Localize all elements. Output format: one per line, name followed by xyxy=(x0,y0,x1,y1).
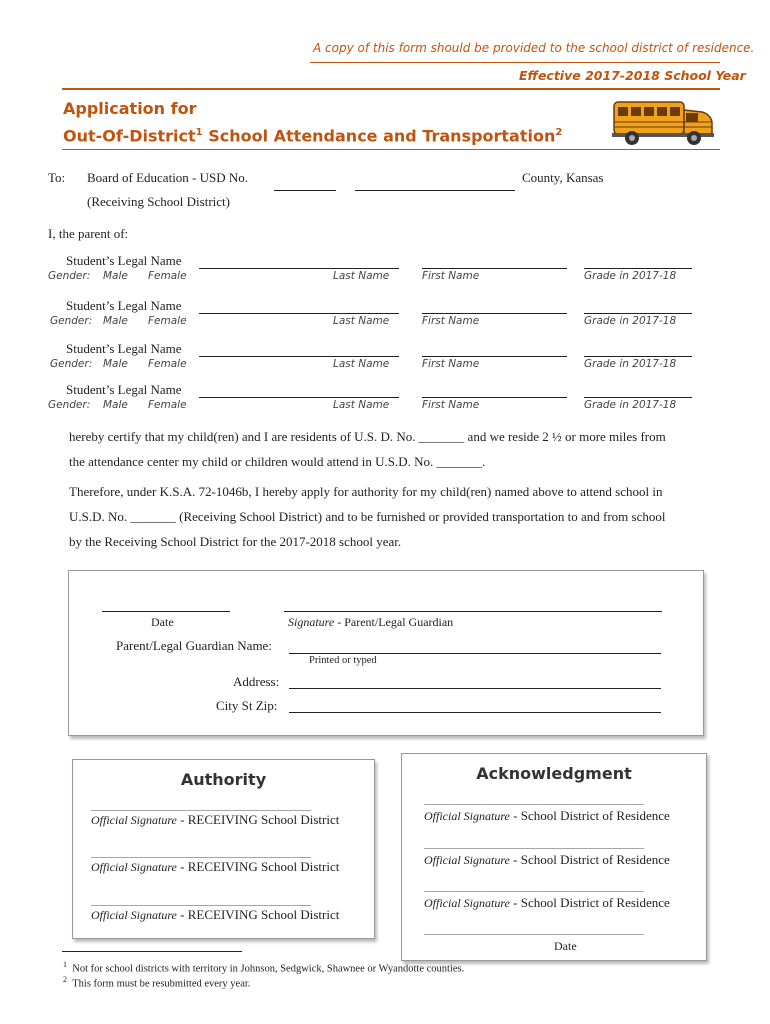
ack-signature-label: Official Signature - School District of Residence xyxy=(424,852,670,867)
ack-signature-label: Official Signature - School District of Residence xyxy=(424,895,670,910)
header-rule-bottom xyxy=(62,149,720,150)
school-bus-icon xyxy=(610,96,718,148)
authority-signature-label: Official Signature - RECEIVING School District xyxy=(91,907,340,922)
grade-label: Grade in 2017-18 xyxy=(584,358,677,370)
student-name-label: Student’s Legal Name xyxy=(66,382,182,397)
footnote-rule xyxy=(62,951,242,952)
last-name-field[interactable] xyxy=(199,397,399,398)
first-name-label: First Name xyxy=(422,270,480,282)
student-name-label: Student’s Legal Name xyxy=(66,298,182,313)
student-name-label: Student’s Legal Name xyxy=(66,253,182,268)
ack-date-blank[interactable]: ________________________________________ xyxy=(424,924,644,936)
ack-signature-blank[interactable]: ________________________________________ xyxy=(424,794,644,806)
grade-field[interactable] xyxy=(584,313,692,314)
gender-label: Gender: xyxy=(50,358,93,370)
ack-signature-blank[interactable]: ________________________________________ xyxy=(424,881,644,893)
grade-label: Grade in 2017-18 xyxy=(584,270,677,282)
last-name-field[interactable] xyxy=(199,356,399,357)
authority-signature-label: Official Signature - RECEIVING School District xyxy=(91,859,340,874)
ack-signature-label: Official Signature - School District of Residence xyxy=(424,808,670,823)
county-field[interactable] xyxy=(355,190,515,191)
title-line-2: Out-Of-District$^1$ School Attendance and Transportation$^2$ xyxy=(63,126,563,146)
authority-signature-blank[interactable]: ________________________________________ xyxy=(91,847,311,859)
gender-female-option[interactable]: Female xyxy=(148,315,187,327)
last-name-label: Last Name xyxy=(333,270,390,282)
first-name-field[interactable] xyxy=(422,313,567,314)
authority-signature-blank[interactable]: ________________________________________ xyxy=(91,800,311,812)
gender-label: Gender: xyxy=(48,270,91,282)
header-rule-top xyxy=(310,62,720,63)
gender-female-option[interactable]: Female xyxy=(148,358,187,370)
page-title xyxy=(63,97,562,148)
last-name-label: Last Name xyxy=(333,358,390,370)
gender-male-option[interactable]: Male xyxy=(103,399,128,411)
first-name-field[interactable] xyxy=(422,356,567,357)
parent-of-label: I, the parent of: xyxy=(48,226,129,241)
receiving-district-label: (Receiving School District) xyxy=(87,194,230,209)
printed-label: Printed or typed xyxy=(309,655,377,666)
gender-label: Gender: xyxy=(48,399,91,411)
student-name-label: Student’s Legal Name xyxy=(66,341,182,356)
grade-label: Grade in 2017-18 xyxy=(584,399,677,411)
grade-field[interactable] xyxy=(584,268,692,269)
effective-year: Effective 2017-2018 School Year xyxy=(519,68,746,83)
first-name-label: First Name xyxy=(422,315,480,327)
usd-number-field[interactable] xyxy=(274,190,336,191)
city-label: City St Zip: xyxy=(216,698,278,713)
first-name-label: First Name xyxy=(422,399,480,411)
grade-field[interactable] xyxy=(584,397,692,398)
guardian-signature-box xyxy=(68,570,704,736)
title-line-1: Application for xyxy=(63,99,197,118)
copy-note: A copy of this form should be provided to the school district of residence. xyxy=(313,41,755,55)
gender-male-option[interactable]: Male xyxy=(103,315,128,327)
guardian-name-field[interactable] xyxy=(289,653,661,654)
last-name-label: Last Name xyxy=(333,315,390,327)
address-field[interactable] xyxy=(289,688,661,689)
authority-title: Authority xyxy=(180,770,267,789)
first-name-label: First Name xyxy=(422,358,480,370)
footnote-1: $^1$ Not for school districts with territory in Johnson, Sedgwick, Shawnee or Wyandotte counties. xyxy=(63,960,465,975)
address-label: Address: xyxy=(233,674,280,689)
acknowledgment-box xyxy=(401,753,707,961)
header-rule-mid xyxy=(62,88,720,90)
last-name-field[interactable] xyxy=(199,313,399,314)
first-name-field[interactable] xyxy=(422,268,567,269)
acknowledgment-title: Acknowledgment xyxy=(476,764,632,783)
authority-signature-label: Official Signature - RECEIVING School District xyxy=(91,812,340,827)
ack-date-label: Date xyxy=(554,939,577,953)
city-field[interactable] xyxy=(289,712,661,713)
last-name-label: Last Name xyxy=(333,399,390,411)
guardian-name-label: Parent/Legal Guardian Name: xyxy=(116,638,272,653)
guardian-signature-field[interactable] xyxy=(284,611,662,612)
authority-box xyxy=(72,759,375,939)
date-field[interactable] xyxy=(102,611,230,612)
to-label: To: xyxy=(48,170,66,185)
gender-male-option[interactable]: Male xyxy=(103,270,128,282)
last-name-field[interactable] xyxy=(199,268,399,269)
authority-signature-blank[interactable]: ________________________________________ xyxy=(91,895,311,907)
first-name-field[interactable] xyxy=(422,397,567,398)
footnote-2: $^2$ This form must be resubmitted every year. xyxy=(63,975,251,990)
ack-signature-blank[interactable]: ________________________________________ xyxy=(424,838,644,850)
certify-paragraph: hereby certify that my child(ren) and I are residents of U.S. D. No. _______ and we reside 2 ½ or more miles from the attendance center my child or children would attend in U.S.D. No. _______. xyxy=(69,429,666,469)
grade-field[interactable] xyxy=(584,356,692,357)
apply-paragraph: Therefore, under K.S.A. 72-1046b, I hereby apply for authority for my child(ren) named above to attend school in U.S.D. No. _______ (Receiving School District) and to be furnished or provided transportation to and from school by the Receiving School District for the 2017-2018 school year. xyxy=(69,484,666,549)
gender-female-option[interactable]: Female xyxy=(148,270,187,282)
gender-female-option[interactable]: Female xyxy=(148,399,187,411)
grade-label: Grade in 2017-18 xyxy=(584,315,677,327)
gender-male-option[interactable]: Male xyxy=(103,358,128,370)
county-label: County, Kansas xyxy=(522,170,604,185)
board-label: Board of Education - USD No. xyxy=(87,170,249,185)
guardian-signature-label: Signature - Parent/Legal Guardian xyxy=(288,615,454,629)
date-label: Date xyxy=(151,615,174,629)
gender-label: Gender: xyxy=(50,315,93,327)
